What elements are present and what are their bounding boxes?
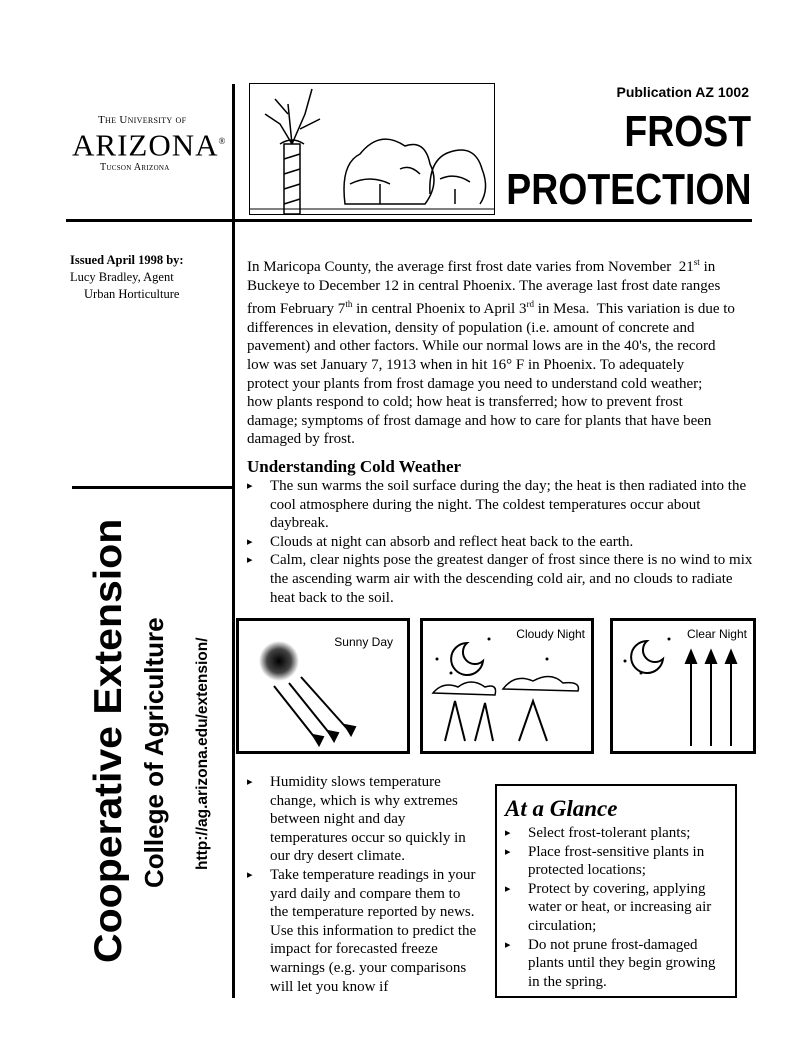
logo-line2: ARIZONA® bbox=[72, 127, 227, 163]
issued-info bbox=[70, 252, 230, 303]
cooperative-extension-label: Cooperative Extension bbox=[86, 518, 130, 963]
list-item: ▸ Protect by covering, applying water or heat, or increasing air circulation; bbox=[505, 880, 727, 936]
author-name: Lucy Bradley, Agent bbox=[70, 270, 174, 284]
clear-night-panel bbox=[610, 618, 756, 754]
intro-line: In Maricopa County, the average first frost date varies from November 21st in bbox=[247, 257, 716, 275]
sunny-day-label: Sunny Day bbox=[334, 635, 393, 649]
section-heading-cold-weather: Understanding Cold Weather bbox=[247, 457, 462, 476]
humidity-list bbox=[247, 773, 479, 996]
frost-wrap-illustration bbox=[249, 83, 495, 215]
list-item: ▸ Humidity slows temperature change, which is why extremes between night and day temperatures occur so quickly in our dry desert climate. bbox=[247, 773, 479, 866]
cloudy-night-label: Cloudy Night bbox=[516, 627, 585, 641]
at-a-glance-title: At a Glance bbox=[505, 796, 618, 821]
sunny-day-panel bbox=[236, 618, 410, 754]
intro-line: damage; symptoms of frost damage and how to care for plants that have been bbox=[247, 412, 712, 429]
college-label: College of Agriculture bbox=[139, 617, 169, 888]
issued-date: Issued April 1998 by: bbox=[70, 253, 184, 267]
publication-number: Publication AZ 1002 bbox=[616, 84, 749, 100]
intro-line: differences in elevation, density of population (i.e. amount of concrete and bbox=[247, 319, 695, 336]
page-title-line1: FROST bbox=[624, 107, 751, 156]
clear-night-label: Clear Night bbox=[686, 627, 747, 641]
list-item: ▸ Take temperature readings in your yard daily and compare them to the temperature reported by news. Use this information to predict the impact for forecasted freeze warnings (e.g. your comparisons will let you know if bbox=[247, 866, 479, 996]
intro-line: how plants respond to cold; how heat is transferred; how to prevent frost bbox=[247, 394, 683, 411]
horizontal-rule-header bbox=[66, 219, 752, 222]
at-a-glance-list bbox=[505, 824, 727, 991]
cloudy-night-panel bbox=[420, 618, 594, 754]
list-item: ▸ The sun warms the soil surface during the day; the heat is then radiated into the cool atmosphere during the night. The coldest temperatures occur about daybreak. bbox=[247, 477, 757, 533]
moon-icon bbox=[451, 643, 483, 675]
author-role: Urban Horticulture bbox=[84, 287, 180, 301]
list-item: ▸ Calm, clear nights pose the greatest danger of frost since there is no wind to mix the ascending warm air with the descending cold air, and no clouds to radiate heat back to the soil. bbox=[247, 551, 757, 607]
logo-line3: Tucson Arizona bbox=[100, 162, 170, 174]
intro-line: protect your plants from frost damage you need to understand cold weather; bbox=[247, 375, 703, 392]
cold-weather-list bbox=[247, 477, 757, 607]
intro-line: pavement) and other factors. While our normal lows are in the 40's, the record bbox=[247, 338, 716, 355]
intro-line: from February 7th in central Phoenix to April 3rd in Mesa. This variation is due to bbox=[247, 299, 735, 318]
page-title-line2: PROTECTION bbox=[505, 165, 751, 214]
logo-line1: The University of bbox=[98, 114, 187, 126]
intro-line: Buckeye to December 12 in central Phoenix. The average last frost date ranges bbox=[247, 277, 721, 294]
list-item: ▸ Place frost-sensitive plants in protected locations; bbox=[505, 843, 727, 880]
moon-icon bbox=[631, 641, 663, 673]
horizontal-rule-sidebar bbox=[72, 486, 232, 489]
sun-icon bbox=[259, 641, 299, 681]
intro-line: low was set January 7, 1913 when in hit 16° F in Phoenix. To adequately bbox=[247, 356, 685, 373]
intro-paragraph bbox=[247, 253, 777, 449]
intro-line: damaged by frost. bbox=[247, 431, 355, 448]
university-logo bbox=[72, 114, 232, 173]
at-a-glance-box bbox=[495, 784, 737, 998]
extension-url: http://ag.arizona.edu/extension/ bbox=[194, 637, 211, 870]
list-item: ▸ Select frost-tolerant plants; bbox=[505, 824, 727, 843]
list-item: ▸ Do not prune frost-damaged plants until they begin growing in the spring. bbox=[505, 936, 727, 992]
list-item: ▸ Clouds at night can absorb and reflect heat back to the earth. bbox=[247, 533, 757, 552]
